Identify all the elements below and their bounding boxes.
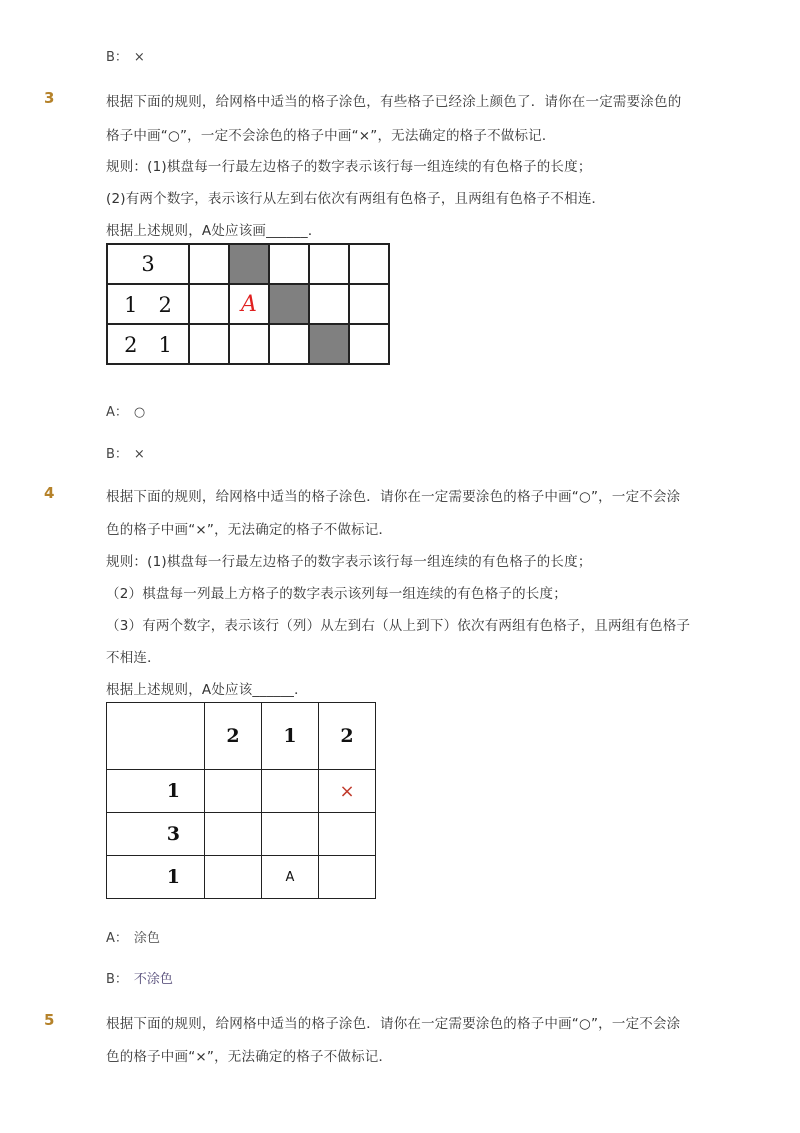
grid-cell: [319, 813, 376, 856]
q4-line: （2）棋盘每一列最上方格子的数字表示该列每一组连续的有色格子的长度；: [106, 586, 567, 602]
option-text: ×: [133, 447, 145, 462]
q3-option-a[interactable]: [106, 401, 145, 420]
option-letter: B：: [106, 972, 128, 987]
row-label: 2 1: [107, 324, 189, 364]
grid-cell: [205, 813, 262, 856]
q3-line: 根据下面的规则，给网格中适当的格子涂色，有些格子已经涂上颜色了．请你在一定需要涂色的: [106, 94, 682, 110]
q4-grid: [106, 702, 376, 899]
q4-line: 色的格子中画“×”，无法确定的格子不做标记．: [106, 522, 393, 538]
q2-option-b[interactable]: [106, 46, 145, 65]
grid-cell: [319, 856, 376, 899]
column-header: 2: [319, 703, 376, 770]
option-text: ×: [133, 50, 145, 65]
grid-cell: [189, 284, 229, 324]
shaded-cell: [309, 324, 349, 364]
cell-a-marker: A: [262, 856, 319, 899]
q4-line: 规则：(1)棋盘每一行最左边格子的数字表示该行每一组连续的有色格子的长度；: [106, 554, 592, 570]
grid-cell: [262, 770, 319, 813]
row-label: 3: [107, 813, 205, 856]
option-text: 不涂色: [133, 972, 173, 987]
q4-line: （3）有两个数字，表示该行（列）从左到右（从上到下）依次有两组有色格子，且两组有色格子: [106, 618, 691, 634]
option-text: ○: [133, 405, 146, 420]
option-letter: B：: [106, 447, 128, 462]
grid-cell: [229, 324, 269, 364]
row-label: 1 2: [107, 284, 189, 324]
q3-option-b[interactable]: [106, 443, 145, 462]
option-text: 涂色: [133, 931, 160, 946]
q5-line: 色的格子中画“×”，无法确定的格子不做标记．: [106, 1049, 393, 1065]
grid-cell: [189, 244, 229, 284]
q4-line: 根据上述规则，A处应该______．: [106, 682, 308, 698]
q4-option-b[interactable]: [106, 968, 173, 987]
grid-cell: [205, 856, 262, 899]
grid-cell: [269, 324, 309, 364]
option-letter: A：: [106, 931, 128, 946]
question-number: 4: [44, 484, 55, 502]
cell-a-marker: A: [229, 284, 269, 324]
q3-line: 规则：(1)棋盘每一行最左边格子的数字表示该行每一组连续的有色格子的长度；: [106, 159, 592, 175]
grid-cell: [349, 284, 389, 324]
grid-cell: [309, 284, 349, 324]
cross-mark: ×: [319, 770, 376, 813]
row-label: 3: [107, 244, 189, 284]
column-header: 2: [205, 703, 262, 770]
q4-option-a[interactable]: [106, 927, 160, 946]
option-letter: B：: [106, 50, 128, 65]
grid-cell: [309, 244, 349, 284]
grid-cell: [349, 244, 389, 284]
question-number: 5: [44, 1011, 55, 1029]
grid-cell: [205, 770, 262, 813]
row-label: 1: [107, 770, 205, 813]
grid-cell: [189, 324, 229, 364]
q4-line: 不相连．: [106, 650, 161, 666]
corner-cell: [107, 703, 205, 770]
grid-cell: [269, 244, 309, 284]
shaded-cell: [229, 244, 269, 284]
grid-cell: [349, 324, 389, 364]
column-header: 1: [262, 703, 319, 770]
q3-grid: [106, 243, 390, 365]
q3-line: 格子中画“○”，一定不会涂色的格子中画“×”，无法确定的格子不做标记．: [106, 128, 556, 144]
row-label: 1: [107, 856, 205, 899]
shaded-cell: [269, 284, 309, 324]
grid-cell: [262, 813, 319, 856]
q3-line: (2)有两个数字，表示该行从左到右依次有两组有色格子，且两组有色格子不相连．: [106, 191, 606, 207]
q5-line: 根据下面的规则，给网格中适当的格子涂色．请你在一定需要涂色的格子中画“○”，一定不会涂: [106, 1016, 681, 1032]
q4-line: 根据下面的规则，给网格中适当的格子涂色．请你在一定需要涂色的格子中画“○”，一定不会涂: [106, 489, 681, 505]
question-number: 3: [44, 89, 55, 107]
q3-line: 根据上述规则，A处应该画______．: [106, 223, 322, 239]
option-letter: A：: [106, 405, 128, 420]
